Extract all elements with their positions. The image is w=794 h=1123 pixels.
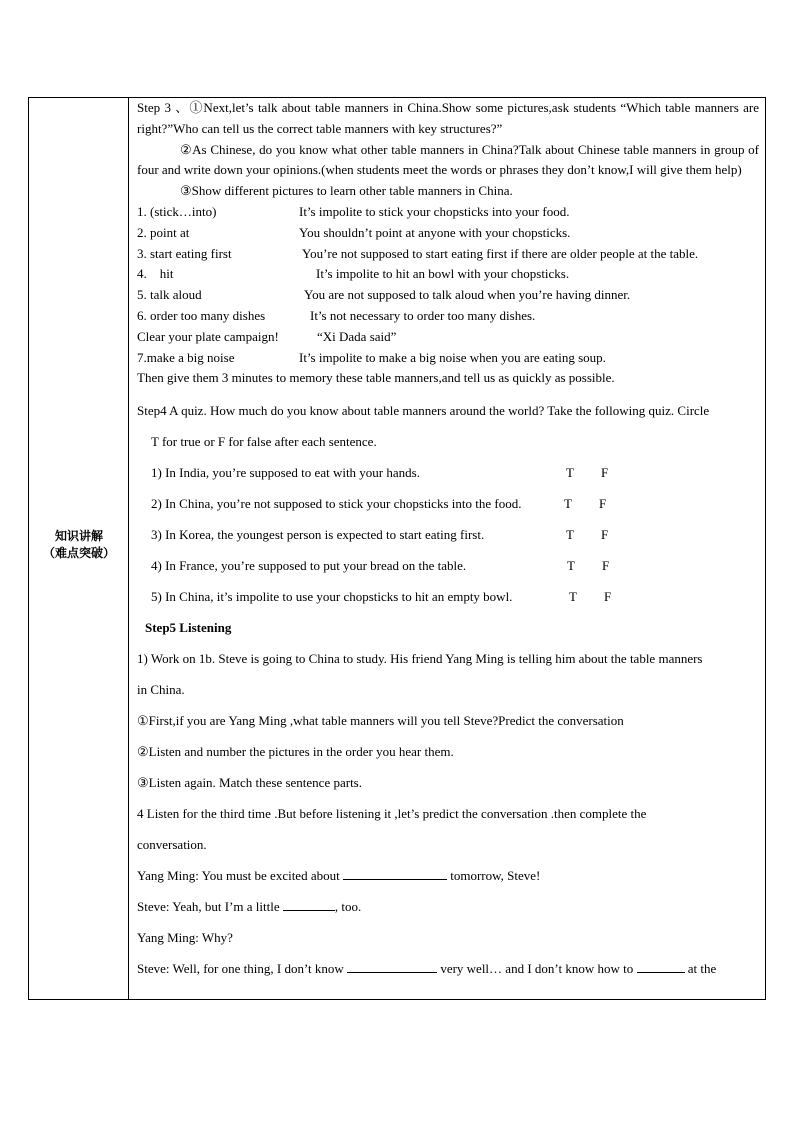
fill-blank[interactable] [347, 958, 437, 973]
list-item: 7.make a big noise It’s impolite to make a big noise when you are eating soup. [137, 349, 606, 365]
fill-blank[interactable] [343, 865, 447, 880]
list-item: Clear your plate campaign! “Xi Dada said” [137, 328, 397, 344]
section-label-subtitle: （难点突破） [42, 546, 115, 560]
quiz-item: 1) In India, you’re supposed to eat with your hands. T F [151, 465, 609, 481]
quiz-item: 3) In Korea, the youngest person is expected to start eating first. T F [151, 527, 609, 543]
list-item: 2. point at You shouldn’t point at anyone with your chopsticks. [137, 224, 571, 240]
fill-blank[interactable] [283, 896, 335, 911]
table-manner-list [137, 202, 759, 368]
step5-substep-2: ②Listen and number the pictures in the order you hear them. [137, 744, 454, 760]
left-column [29, 98, 129, 999]
list-item: 4. hit It’s impolite to hit an bowl with your chopsticks. [137, 266, 570, 282]
content-cell [137, 98, 759, 984]
fill-blank[interactable] [637, 958, 685, 973]
step5-substep-4: 4 Listen for the third time .But before listening it ,let’s predict the conversation .then complete the [137, 806, 647, 822]
list-item: 6. order too many dishes It’s not necessary to order too many dishes. [137, 307, 536, 323]
step3-paragraph-2: ②As Chinese, do you know what other table manners in China?Talk about Chinese table manners in group of four and write down your opinions.(when students meet the words or phrases they don’t know,I will give them help) [137, 141, 759, 178]
step3-paragraph-1: Step 3 、①Next,let’s talk about table manners in China.Show some pictures,ask students “Which table manners are right?”Who can tell us the correct table manners with key structures?” [137, 100, 759, 136]
list-item: 3. start eating first You’re not supposed to start eating first if there are older people at the table. [137, 245, 699, 261]
step5-substep-1: ①First,if you are Yang Ming ,what table manners will you tell Steve?Predict the conversation [137, 713, 624, 729]
step5-line-1: 1) Work on 1b. Steve is going to China to study. His friend Yang Ming is telling him about the table manners [137, 651, 703, 667]
quiz-item: 4) In France, you’re supposed to put your bread on the table. T F [151, 558, 610, 574]
dialogue-line: Steve: Yeah, but I’m a little , too. [137, 891, 759, 922]
step3-closing: Then give them 3 minutes to memory these table manners,and tell us as quickly as possible. [137, 370, 615, 386]
section-label [29, 528, 129, 562]
step5-title: Step5 Listening [145, 620, 232, 636]
step5-substep-3: ③Listen again. Match these sentence parts. [137, 775, 362, 791]
step4-intro: Step4 A quiz. How much do you know about table manners around the world? Take the following quiz. Circle [137, 403, 710, 419]
dialogue-line: Steve: Well, for one thing, I don’t know very well… and I don’t know how to at the [137, 953, 759, 984]
step5-line-2: in China. [137, 682, 185, 698]
list-item: 5. talk aloud You are not supposed to talk aloud when you’re having dinner. [137, 287, 631, 303]
dialogue-line: Yang Ming: Why? [137, 930, 233, 946]
step4-instruction: T for true or F for false after each sentence. [151, 434, 377, 450]
quiz-item: 5) In China, it’s impolite to use your chopsticks to hit an empty bowl. T F [151, 589, 612, 605]
lesson-table [28, 97, 766, 1000]
list-item: 1. (stick…into) It’s impolite to stick your chopsticks into your food. [137, 203, 570, 219]
step5-substep-4-cont: conversation. [137, 837, 207, 853]
quiz-item: 2) In China, you’re not supposed to stick your chopsticks into the food. T F [151, 496, 607, 512]
section-label-title: 知识讲解 [54, 529, 103, 543]
step3-paragraph-3: ③Show different pictures to learn other table manners in China. [180, 183, 513, 199]
dialogue-line: Yang Ming: You must be excited about tomorrow, Steve! [137, 860, 759, 891]
